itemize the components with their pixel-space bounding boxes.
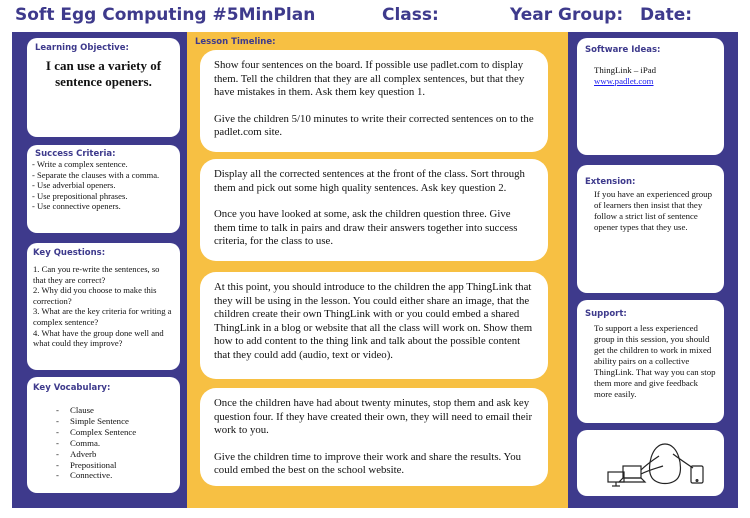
key-questions-list — [33, 264, 174, 349]
timeline-step-text: Once you have looked at some, ask the children question three. Give them time to talk in pairs and draw their answers together into success criteria, for the class to use. — [214, 208, 518, 248]
vocabulary-item: - Complex Sentence — [56, 427, 174, 438]
egg-devices-logo-icon — [577, 430, 724, 496]
timeline-step-text: Show four sentences on the board. If possible use padlet.com to display them. Tell the children that they are all complex sentences, but that they have mistakes in them. Ask them key question 1. — [214, 59, 525, 99]
year-group-label: Year Group: — [510, 5, 624, 25]
timeline-step-1 — [200, 50, 548, 152]
timeline-step-text: Display all the corrected sentences at the front of the class. Sort through them and pick out some high quality sentences. Ask key question 2. — [214, 168, 525, 194]
logo-card — [577, 430, 724, 496]
support-text: To support a less experienced group in this session, you should get the children to work in mixed ability pairs on a collective ThingLink. That way you can stop them more and give feedback more easily. — [594, 323, 716, 399]
success-criteria-item: - Separate the clauses with a comma. — [32, 169, 160, 180]
learning-objective-title: Learning Objective: — [35, 43, 129, 53]
software-ideas-card — [577, 38, 724, 155]
software-ideas-body — [585, 65, 716, 87]
page-header — [0, 0, 750, 32]
support-title: Support: — [585, 309, 627, 319]
vocabulary-item: - Clause — [56, 405, 174, 416]
padlet-link[interactable]: www.padlet.com — [594, 75, 654, 86]
vocabulary-item: - Adverb — [56, 449, 174, 460]
extension-card — [577, 165, 724, 293]
success-criteria-title: Success Criteria: — [35, 149, 116, 159]
vocabulary-item: - Comma. — [56, 438, 174, 449]
vocabulary-item: - Connective. — [56, 470, 174, 481]
key-questions-title: Key Questions: — [33, 248, 106, 258]
success-criteria-item: - Use adverbial openers. — [32, 180, 116, 191]
key-question-item: 4. What have the group done well and what could they improve? — [33, 327, 164, 349]
success-criteria-item: - Use connective openers. — [32, 201, 121, 212]
software-idea-item: ThingLink – iPad — [594, 65, 657, 75]
key-vocabulary-card — [27, 377, 180, 493]
timeline-step-3 — [200, 272, 548, 379]
learning-objective-text: I can use a variety of sentence openers. — [45, 58, 162, 89]
timeline-step-text: Give the children time to improve their work and share the results. You could embed the best on the school website. — [214, 450, 522, 477]
key-questions-card — [27, 243, 180, 370]
vocabulary-item: - Simple Sentence — [56, 416, 174, 427]
key-vocabulary-list — [33, 405, 174, 481]
support-card — [577, 300, 724, 423]
vocabulary-item: - Prepositional — [56, 460, 174, 471]
date-label: Date: — [640, 5, 693, 25]
extension-text: If you have an experienced group of learners then insist that they follow a strict list of sentence opener types that they use. — [594, 189, 712, 232]
page-title: Soft Egg Computing #5MinPlan — [15, 5, 316, 25]
key-question-item: 3. What are the key criteria for writing a complex sentence? — [33, 306, 172, 327]
timeline-step-text: At this point, you should introduce to the children the app ThingLink that they will be using in the lesson. You could either share an image, that the children create their own ThingLink with or you could embed a shared ThingLink in a blog or website that all the class will work on. Show them how to add content to the thing link and talk about the possible content that they could add (audio, text or video). — [214, 281, 533, 361]
extension-title: Extension: — [585, 177, 636, 187]
learning-objective-card — [27, 38, 180, 137]
timeline-step-4 — [200, 388, 548, 486]
key-question-item: 1. Can you re-write the sentences, so that they are correct? — [33, 264, 160, 285]
success-criteria-item: - Use prepositional phrases. — [32, 190, 128, 201]
key-question-item: 2. Why did you choose to make this correction? — [33, 285, 157, 306]
timeline-step-text: Give the children 5/10 minutes to write their corrected sentences on to the padlet.com site. — [214, 112, 534, 139]
success-criteria-card — [27, 145, 180, 233]
success-criteria-list — [32, 159, 175, 212]
success-criteria-item: - Write a complex sentence. — [32, 159, 128, 169]
timeline-step-text: Once the children have had about twenty minutes, stop them and ask key question four. If they have created their own, they will need to email their work to you. — [214, 397, 533, 437]
timeline-step-2 — [200, 159, 548, 261]
key-vocabulary-title: Key Vocabulary: — [33, 383, 111, 393]
software-ideas-title: Software Ideas: — [585, 45, 661, 55]
lesson-timeline-title: Lesson Timeline: — [195, 37, 276, 47]
class-label: Class: — [382, 5, 439, 25]
